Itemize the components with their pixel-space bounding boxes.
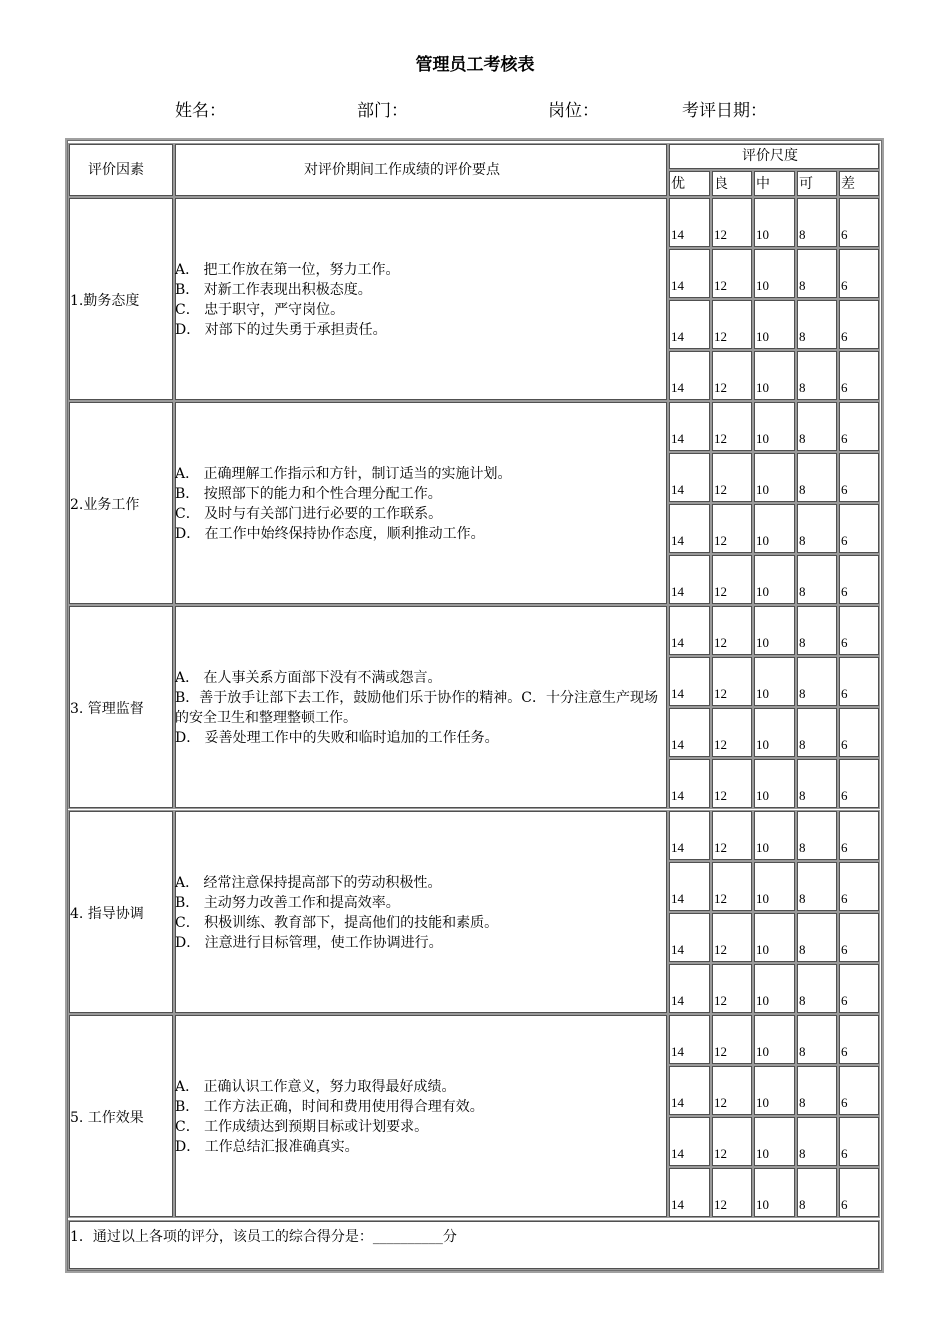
score-value: 6: [841, 737, 848, 752]
score-value: 8: [799, 431, 806, 446]
score-value: 6: [841, 840, 848, 855]
evaluation-point: B． 对新工作表现出积极态度。: [175, 282, 372, 298]
score-value: 8: [799, 635, 806, 650]
score-value: 6: [841, 1095, 848, 1110]
score-value: 8: [799, 584, 806, 599]
factor-label: 5. 工作效果: [70, 1110, 144, 1126]
score-value: 12: [714, 533, 727, 548]
score-value: 12: [714, 635, 727, 650]
score-value: 8: [799, 891, 806, 906]
score-value: 14: [671, 686, 684, 701]
score-value: 8: [799, 380, 806, 395]
score-value: 10: [756, 942, 769, 957]
score-value: 14: [671, 635, 684, 650]
score-value: 14: [671, 737, 684, 752]
evaluation-points: [175, 464, 667, 544]
score-value: 6: [841, 227, 848, 242]
page-title: 管理员工考核表: [415, 55, 535, 75]
evaluation-point: B． 主动努力改善工作和提高效率。: [175, 895, 400, 911]
score-value: 12: [714, 380, 727, 395]
score-value: 8: [799, 840, 806, 855]
evaluation-point: D． 工作总结汇报准确真实。: [175, 1139, 359, 1155]
score-value: 6: [841, 891, 848, 906]
score-value: 8: [799, 278, 806, 293]
evaluation-point: A． 在人事关系方面部下没有不满或怨言。: [175, 670, 442, 686]
factor-label: 4. 指导协调: [70, 906, 144, 922]
evaluation-point: A． 正确认识工作意义，努力取得最好成绩。: [175, 1079, 456, 1095]
grade-label: 良: [714, 176, 728, 192]
score-value: 12: [714, 788, 727, 803]
score-value: 14: [671, 840, 684, 855]
factor-label: 3. 管理监督: [70, 701, 144, 717]
evaluation-point: D． 对部下的过失勇于承担责任。: [175, 322, 387, 338]
score-value: 6: [841, 533, 848, 548]
score-value: 6: [841, 482, 848, 497]
score-value: 8: [799, 993, 806, 1008]
score-value: 12: [714, 227, 727, 242]
score-value: 14: [671, 533, 684, 548]
score-value: 12: [714, 1146, 727, 1161]
score-value: 12: [714, 1095, 727, 1110]
evaluation-point: C． 工作成绩达到预期目标或计划要求。: [175, 1119, 429, 1135]
score-value: 14: [671, 431, 684, 446]
score-value: 10: [756, 329, 769, 344]
score-value: 12: [714, 891, 727, 906]
scale-column-header: 评价尺度: [742, 148, 798, 164]
score-value: 8: [799, 737, 806, 752]
score-value: 8: [799, 482, 806, 497]
evaluation-points: [175, 873, 667, 953]
score-value: 10: [756, 482, 769, 497]
score-value: 12: [714, 1197, 727, 1212]
score-value: 10: [756, 891, 769, 906]
score-value: 10: [756, 1095, 769, 1110]
evaluation-point: B． 按照部下的能力和个性合理分配工作。: [175, 486, 442, 502]
evaluation-points: [175, 260, 667, 340]
score-value: 10: [756, 686, 769, 701]
score-value: 12: [714, 942, 727, 957]
score-value: 8: [799, 686, 806, 701]
score-value: 10: [756, 993, 769, 1008]
score-value: 14: [671, 891, 684, 906]
score-value: 14: [671, 1146, 684, 1161]
score-value: 8: [799, 1044, 806, 1059]
name-field-label: 姓名：: [175, 101, 226, 121]
score-value: 14: [671, 380, 684, 395]
score-value: 6: [841, 380, 848, 395]
evaluation-points: [175, 668, 667, 748]
score-value: 14: [671, 278, 684, 293]
score-value: 12: [714, 329, 727, 344]
score-value: 10: [756, 1146, 769, 1161]
score-value: 10: [756, 737, 769, 752]
score-value: 12: [714, 584, 727, 599]
evaluation-point: A． 经常注意保持提高部下的劳动积极性。: [175, 875, 442, 891]
evaluation-point: D． 注意进行目标管理，使工作协调进行。: [175, 935, 443, 951]
factor-label: 1.勤务态度: [70, 293, 140, 309]
score-value: 14: [671, 482, 684, 497]
score-value: 6: [841, 788, 848, 803]
score-value: 8: [799, 227, 806, 242]
score-value: 10: [756, 431, 769, 446]
grade-label: 优: [671, 176, 685, 192]
score-value: 6: [841, 278, 848, 293]
score-value: 6: [841, 584, 848, 599]
score-value: 14: [671, 329, 684, 344]
position-field-label: 岗位：: [548, 101, 599, 121]
score-value: 6: [841, 942, 848, 957]
evaluation-point: C． 忠于职守，严守岗位。: [175, 302, 345, 318]
factor-column-header: 评价因素: [88, 162, 144, 178]
score-value: 10: [756, 840, 769, 855]
grade-label: 可: [799, 176, 813, 192]
total-score-line: 1．通过以上各项的评分，该员工的综合得分是：__________分: [70, 1229, 457, 1245]
score-value: 14: [671, 1197, 684, 1212]
score-value: 14: [671, 584, 684, 599]
score-value: 12: [714, 686, 727, 701]
score-value: 14: [671, 1044, 684, 1059]
evaluation-point: A． 正确理解工作指示和方针，制订适当的实施计划。: [175, 466, 512, 482]
score-value: 12: [714, 840, 727, 855]
factor-label: 2.业务工作: [70, 497, 140, 513]
score-value: 10: [756, 227, 769, 242]
points-column-header: 对评价期间工作成绩的评价要点: [304, 162, 500, 178]
score-value: 12: [714, 1044, 727, 1059]
score-value: 8: [799, 533, 806, 548]
score-value: 10: [756, 278, 769, 293]
score-value: 12: [714, 482, 727, 497]
evaluation-point: C． 积极训练、教育部下，提高他们的技能和素质。: [175, 915, 499, 931]
evaluation-point: B．善于放手让部下去工作，鼓励他们乐于协作的精神。C．十分注意生产现场的安全卫生和整理整顿工作。: [175, 690, 658, 726]
score-value: 14: [671, 227, 684, 242]
score-value: 6: [841, 635, 848, 650]
score-value: 14: [671, 993, 684, 1008]
score-value: 6: [841, 1146, 848, 1161]
score-value: 10: [756, 584, 769, 599]
score-value: 12: [714, 431, 727, 446]
score-value: 14: [671, 1095, 684, 1110]
score-value: 10: [756, 1197, 769, 1212]
evaluation-point: B． 工作方法正确，时间和费用使用得合理有效。: [175, 1099, 484, 1115]
evaluation-point: D． 妥善处理工作中的失败和临时追加的工作任务。: [175, 730, 499, 746]
score-value: 6: [841, 993, 848, 1008]
score-value: 6: [841, 431, 848, 446]
evaluation-point: D． 在工作中始终保持协作态度，顺利推动工作。: [175, 526, 485, 542]
score-value: 8: [799, 1095, 806, 1110]
score-value: 10: [756, 380, 769, 395]
score-value: 8: [799, 1197, 806, 1212]
score-value: 12: [714, 993, 727, 1008]
evaluation-point: C． 及时与有关部门进行必要的工作联系。: [175, 506, 443, 522]
evaluation-date-field-label: 考评日期：: [682, 101, 767, 121]
evaluation-points: [175, 1077, 667, 1157]
score-value: 8: [799, 329, 806, 344]
score-value: 8: [799, 788, 806, 803]
score-value: 12: [714, 278, 727, 293]
score-value: 10: [756, 1044, 769, 1059]
score-value: 10: [756, 635, 769, 650]
score-value: 6: [841, 686, 848, 701]
score-value: 12: [714, 737, 727, 752]
score-value: 8: [799, 942, 806, 957]
grade-label: 中: [756, 176, 770, 192]
score-value: 6: [841, 1044, 848, 1059]
score-value: 10: [756, 788, 769, 803]
score-value: 14: [671, 942, 684, 957]
score-value: 10: [756, 533, 769, 548]
grade-label: 差: [841, 176, 855, 192]
evaluation-point: A． 把工作放在第一位，努力工作。: [175, 262, 400, 278]
department-field-label: 部门：: [357, 101, 408, 121]
score-value: 8: [799, 1146, 806, 1161]
score-value: 6: [841, 1197, 848, 1212]
score-value: 14: [671, 788, 684, 803]
score-value: 6: [841, 329, 848, 344]
